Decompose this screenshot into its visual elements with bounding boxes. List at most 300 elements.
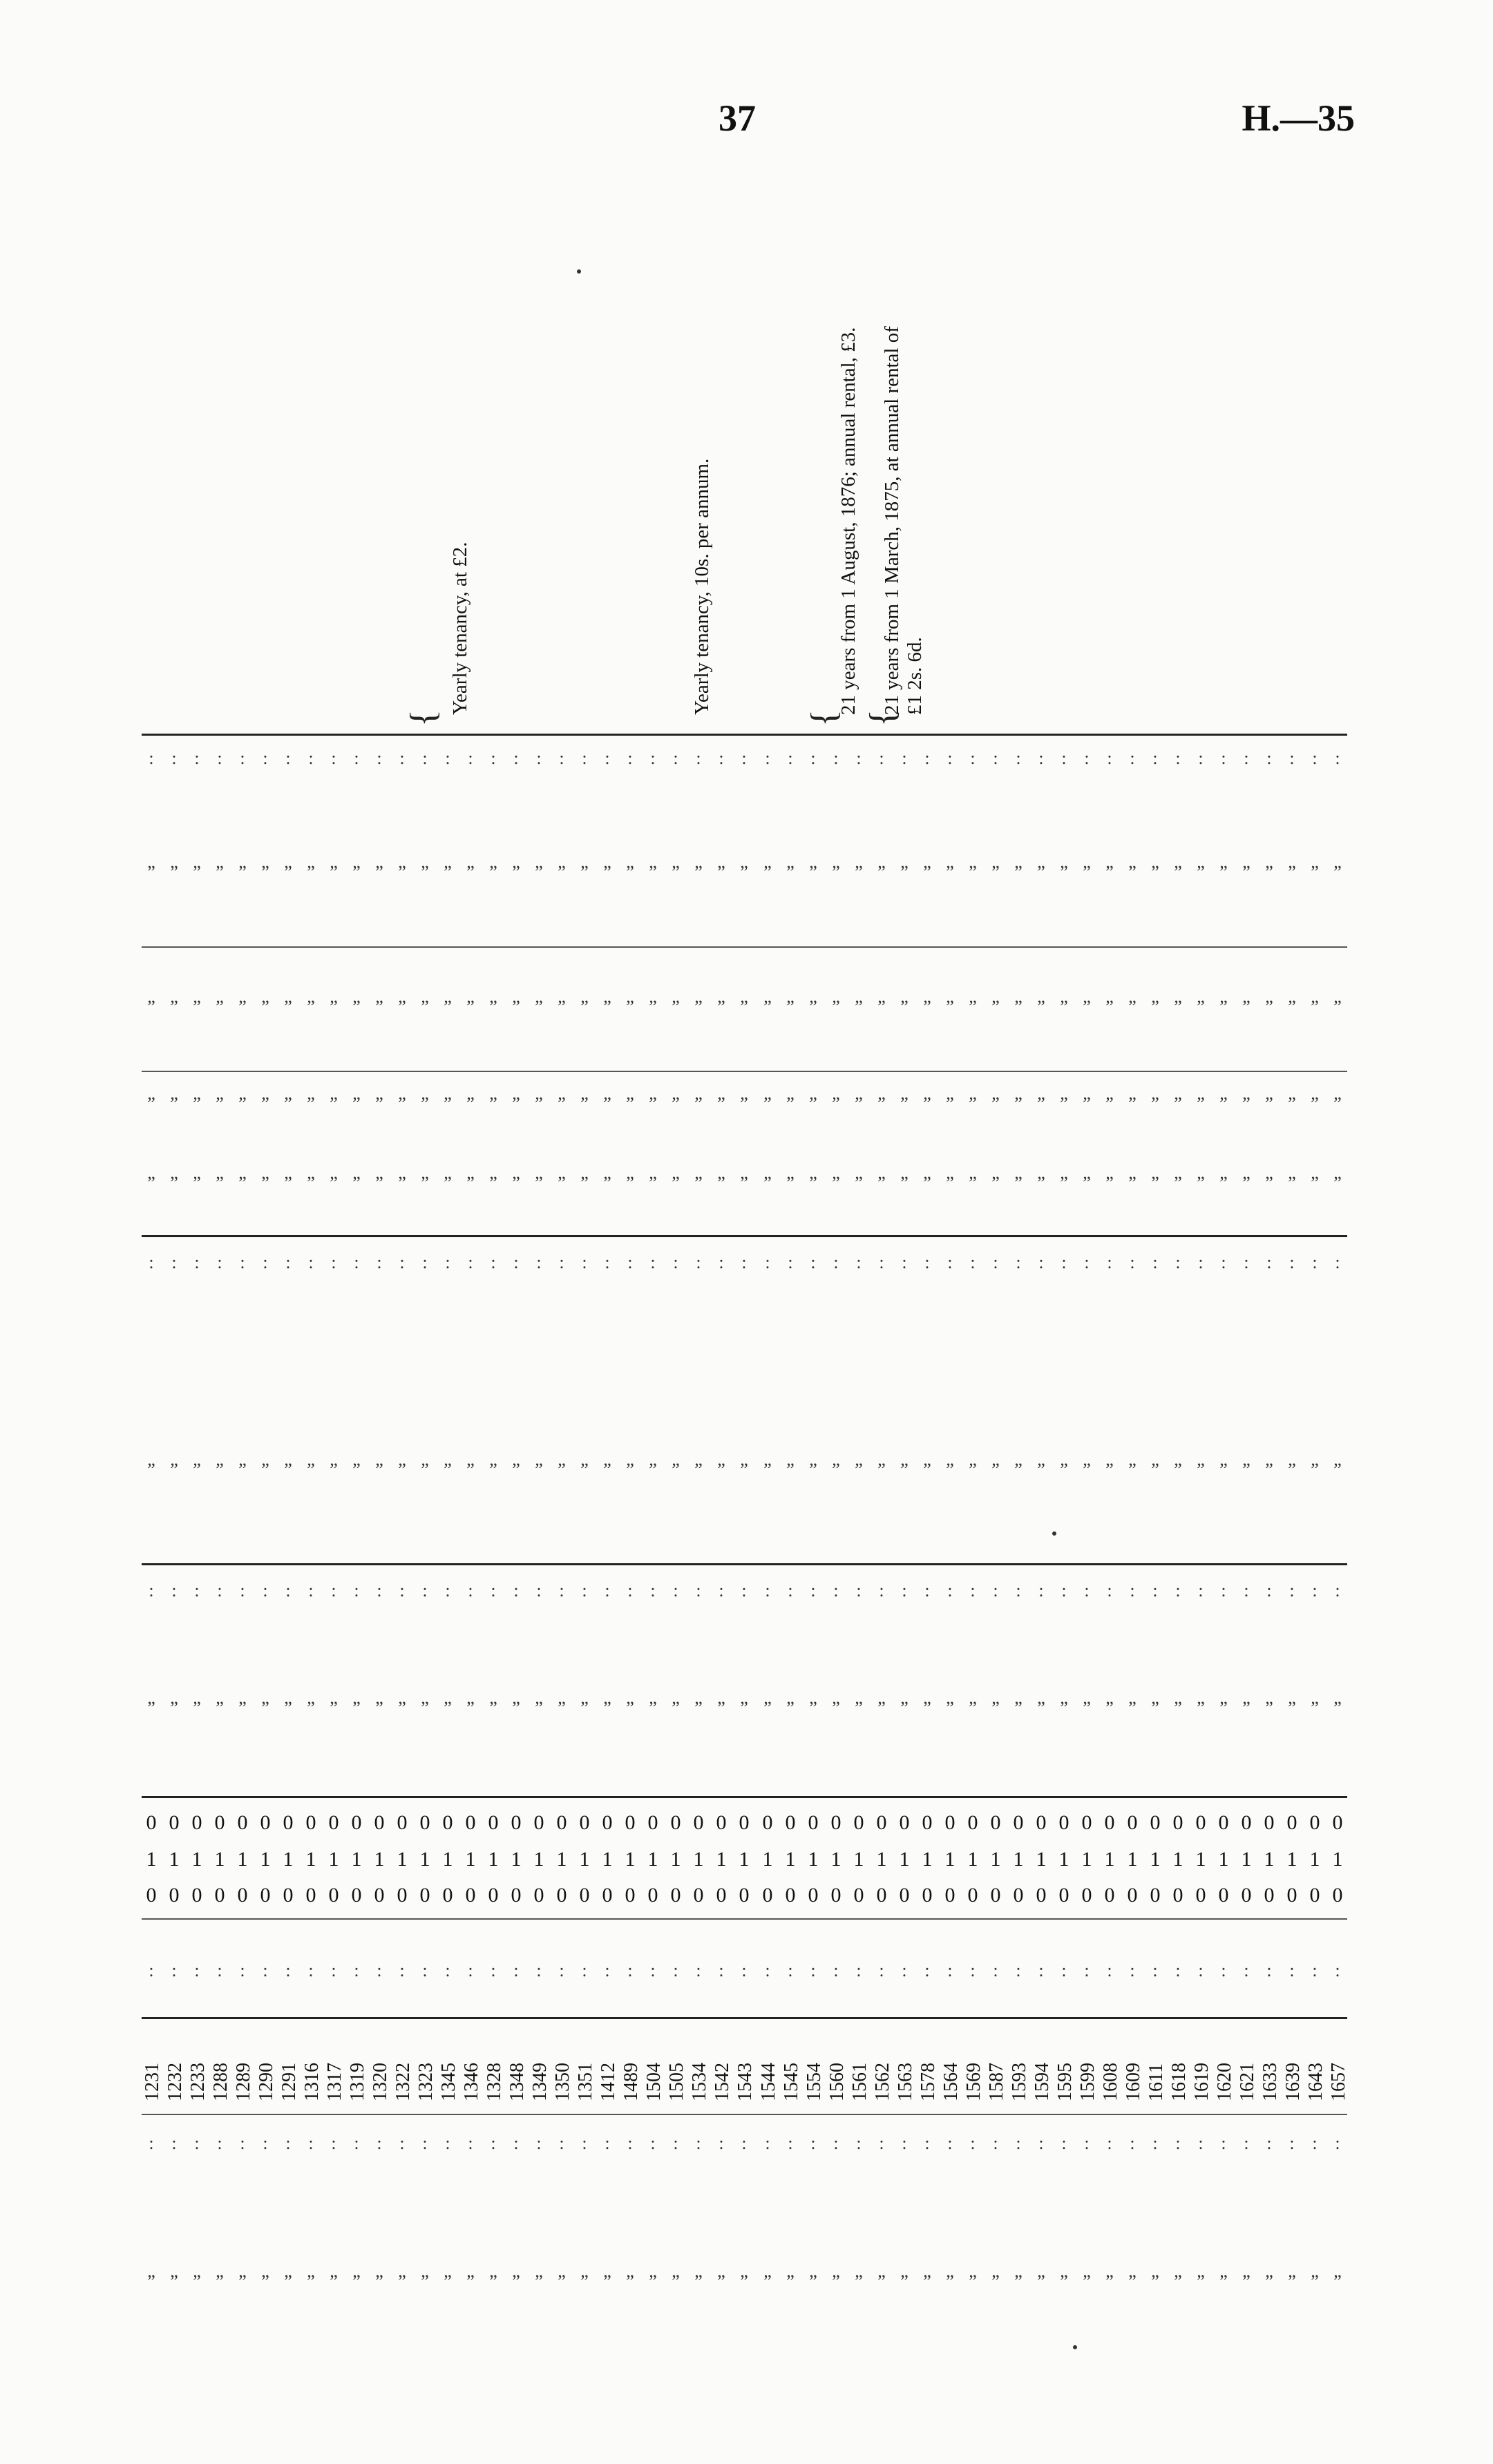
ditto-quote: ” <box>603 2271 611 2291</box>
ledger-row <box>1077 732 1099 2321</box>
ditto-quote: ” <box>1265 1698 1273 1718</box>
ditto-colon: : <box>673 1580 678 1601</box>
ditto-colon: : <box>149 1960 154 1980</box>
area-perches: 0 <box>579 1884 590 1907</box>
ditto-quote: ” <box>580 1698 589 1718</box>
lot-number: 1231 <box>142 2063 163 2101</box>
ditto-colon: : <box>1266 1960 1272 1980</box>
ditto-quote: ” <box>832 1460 840 1480</box>
ditto-quote: ” <box>740 1173 748 1193</box>
ditto-colon: : <box>149 748 154 768</box>
ditto-quote: ” <box>1105 1093 1114 1114</box>
ditto-colon: : <box>240 1252 245 1272</box>
area-acres: 0 <box>1332 1811 1343 1834</box>
ditto-colon: : <box>879 748 884 768</box>
area-roods: 1 <box>488 1848 499 1871</box>
ditto-quote: ” <box>330 2271 338 2291</box>
ditto-quote: ” <box>216 997 224 1017</box>
ditto-colon: : <box>513 1580 519 1601</box>
ditto-quote: ” <box>1311 1460 1319 1480</box>
ditto-colon: : <box>559 1580 564 1601</box>
ditto-quote: ” <box>1242 1093 1250 1114</box>
ditto-quote: ” <box>1174 1460 1182 1480</box>
ditto-quote: ” <box>717 1460 725 1480</box>
ditto-quote: ” <box>1060 2271 1068 2291</box>
ditto-colon: : <box>263 1580 268 1601</box>
ditto-quote: ” <box>1197 1173 1205 1193</box>
ditto-colon: : <box>902 748 907 768</box>
ditto-colon: : <box>1016 2133 1021 2153</box>
ditto-quote: ” <box>512 1093 520 1114</box>
ditto-colon: : <box>513 1960 519 1980</box>
ditto-quote: ” <box>809 2271 817 2291</box>
ditto-quote: ” <box>1128 1460 1137 1480</box>
lot-number: 1609 <box>1123 2063 1144 2101</box>
ditto-quote: ” <box>1151 997 1159 1017</box>
ditto-colon: : <box>582 1960 587 1980</box>
ditto-colon: : <box>1084 2133 1090 2153</box>
ditto-colon: : <box>833 2133 839 2153</box>
ditto-quote: ” <box>1242 997 1250 1017</box>
ditto-quote: ” <box>216 1460 224 1480</box>
ditto-colon: : <box>902 1960 907 1980</box>
area-roods: 1 <box>853 1848 864 1871</box>
ditto-quote: ” <box>672 1698 680 1718</box>
ditto-colon: : <box>1175 2133 1181 2153</box>
lot-number: 1317 <box>324 2063 345 2101</box>
ditto-quote: ” <box>238 1173 247 1193</box>
ledger-row <box>895 732 914 2321</box>
ditto-colon: : <box>1312 748 1318 768</box>
ditto-quote: ” <box>1333 1460 1342 1480</box>
ditto-quote: ” <box>1219 1698 1228 1718</box>
ditto-quote: ” <box>1174 1173 1182 1193</box>
ditto-quote: ” <box>512 1173 520 1193</box>
ditto-colon: : <box>947 2133 953 2153</box>
ditto-quote: ” <box>1288 1698 1296 1718</box>
area-perches: 0 <box>990 1884 1001 1907</box>
ditto-colon: : <box>582 2133 587 2153</box>
area-acres: 0 <box>351 1811 362 1834</box>
area-perches: 0 <box>1332 1884 1343 1907</box>
ditto-colon: : <box>1244 1580 1249 1601</box>
ditto-colon: : <box>536 1960 542 1980</box>
ditto-quote: ” <box>1311 862 1319 882</box>
ledger-row <box>278 732 298 2321</box>
area-roods: 1 <box>1332 1848 1343 1871</box>
ditto-colon: : <box>1016 1960 1021 1980</box>
ditto-colon: : <box>263 1252 268 1272</box>
area-acres: 0 <box>1309 1811 1320 1834</box>
area-perches: 0 <box>1286 1884 1297 1907</box>
ledger-row <box>1305 732 1324 2321</box>
lot-number: 1412 <box>598 2063 619 2101</box>
area-acres: 0 <box>785 1811 796 1834</box>
ditto-quote: ” <box>900 1698 909 1718</box>
ditto-quote: ” <box>877 1698 886 1718</box>
ditto-colon: : <box>217 748 222 768</box>
area-roods: 1 <box>922 1848 933 1871</box>
ditto-quote: ” <box>193 1093 201 1114</box>
ledger-row <box>826 732 846 2321</box>
ledger-row <box>210 732 229 2321</box>
ditto-colon: : <box>354 1252 359 1272</box>
area-roods: 1 <box>1264 1848 1275 1871</box>
ledger-row <box>529 732 549 2321</box>
lot-number: 1621 <box>1237 2063 1258 2101</box>
area-acres: 0 <box>1127 1811 1138 1834</box>
ditto-colon: : <box>399 1252 405 1272</box>
ditto-quote: ” <box>1060 1173 1068 1193</box>
area-perches: 0 <box>1013 1884 1024 1907</box>
ditto-colon: : <box>1175 1252 1181 1272</box>
ledger-row <box>598 732 617 2321</box>
ditto-colon: : <box>1016 748 1021 768</box>
ditto-colon: : <box>536 748 542 768</box>
area-perches: 0 <box>191 1884 202 1907</box>
ditto-quote: ” <box>421 862 429 882</box>
ditto-colon: : <box>1084 1252 1090 1272</box>
area-roods: 1 <box>1195 1848 1206 1871</box>
ditto-quote: ” <box>147 1698 155 1718</box>
ditto-quote: ” <box>238 1460 247 1480</box>
ditto-colon: : <box>582 1580 587 1601</box>
ditto-quote: ” <box>558 1698 566 1718</box>
ditto-quote: ” <box>740 862 748 882</box>
ditto-colon: : <box>1061 748 1067 768</box>
ditto-colon: : <box>1221 2133 1226 2153</box>
lot-number: 1564 <box>940 2063 962 2101</box>
ditto-colon: : <box>559 1252 564 1272</box>
area-acres: 0 <box>374 1811 385 1834</box>
area-perches: 0 <box>785 1884 796 1907</box>
ditto-quote: ” <box>1083 1698 1091 1718</box>
area-roods: 1 <box>1081 1848 1092 1871</box>
ditto-quote: ” <box>786 1698 795 1718</box>
ditto-quote: ” <box>1333 1698 1342 1718</box>
area-roods: 1 <box>351 1848 362 1871</box>
area-perches: 0 <box>1264 1884 1275 1907</box>
ditto-colon: : <box>1107 2133 1112 2153</box>
ditto-quote: ” <box>877 862 886 882</box>
ditto-colon: : <box>993 748 998 768</box>
ditto-colon: : <box>902 1252 907 1272</box>
ditto-colon: : <box>1084 748 1090 768</box>
ditto-colon: : <box>445 748 450 768</box>
ditto-colon: : <box>263 748 268 768</box>
lot-number: 1639 <box>1282 2063 1304 2101</box>
area-perches: 0 <box>237 1884 248 1907</box>
ditto-colon: : <box>582 748 587 768</box>
area-roods: 1 <box>146 1848 157 1871</box>
area-acres: 0 <box>693 1811 704 1834</box>
ditto-colon: : <box>308 2133 314 2153</box>
series-code: H.—35 <box>1242 97 1355 139</box>
area-acres: 0 <box>1058 1811 1069 1834</box>
ditto-quote: ” <box>261 1173 269 1193</box>
ditto-colon: : <box>491 748 496 768</box>
ditto-colon: : <box>1038 1960 1044 1980</box>
ledger-row <box>1054 732 1074 2321</box>
ditto-quote: ” <box>1311 1698 1319 1718</box>
ditto-quote: ” <box>763 1460 772 1480</box>
ditto-quote: ” <box>1037 862 1045 882</box>
ledger-row <box>734 732 754 2321</box>
area-perches: 0 <box>1081 1884 1092 1907</box>
ditto-quote: ” <box>261 2271 269 2291</box>
ditto-colon: : <box>263 2133 268 2153</box>
ditto-colon: : <box>194 1252 200 1272</box>
ditto-quote: ” <box>193 997 201 1017</box>
lot-number: 1561 <box>849 2063 871 2101</box>
lot-number: 1289 <box>233 2063 254 2101</box>
ditto-colon: : <box>993 1252 998 1272</box>
lot-number: 1489 <box>620 2063 642 2101</box>
area-perches: 0 <box>374 1884 385 1907</box>
ditto-quote: ” <box>809 862 817 882</box>
ditto-quote: ” <box>284 997 292 1017</box>
ditto-quote: ” <box>1288 1173 1296 1193</box>
ditto-colon: : <box>285 1580 291 1601</box>
ditto-quote: ” <box>603 862 611 882</box>
area-perches: 0 <box>260 1884 271 1907</box>
ditto-colon: : <box>308 1960 314 1980</box>
ditto-quote: ” <box>1265 1093 1273 1114</box>
ditto-colon: : <box>149 2133 154 2153</box>
ditto-quote: ” <box>1037 1093 1045 1114</box>
area-perches: 0 <box>808 1884 819 1907</box>
ditto-quote: ” <box>375 2271 383 2291</box>
ditto-quote: ” <box>466 862 475 882</box>
ditto-quote: ” <box>672 862 680 882</box>
area-acres: 0 <box>533 1811 544 1834</box>
ditto-quote: ” <box>398 997 406 1017</box>
ditto-colon: : <box>194 2133 200 2153</box>
ditto-quote: ” <box>489 1698 497 1718</box>
ledger-row <box>301 732 321 2321</box>
ditto-quote: ” <box>375 997 383 1017</box>
ditto-colon: : <box>377 2133 382 2153</box>
ditto-colon: : <box>194 1580 200 1601</box>
ditto-colon: : <box>559 1960 564 1980</box>
ditto-quote: ” <box>238 2271 247 2291</box>
lot-number: 1291 <box>278 2063 300 2101</box>
ditto-quote: ” <box>147 997 155 1017</box>
area-roods: 1 <box>1013 1848 1024 1871</box>
ditto-quote: ” <box>466 1460 475 1480</box>
area-acres: 0 <box>1195 1811 1206 1834</box>
ledger-row <box>484 732 503 2321</box>
ditto-colon: : <box>285 2133 291 2153</box>
ditto-quote: ” <box>489 1460 497 1480</box>
ledger-row <box>849 732 871 2321</box>
ditto-quote: ” <box>330 1460 338 1480</box>
area-acres: 0 <box>899 1811 910 1834</box>
ditto-quote: ” <box>466 1698 475 1718</box>
ditto-quote: ” <box>352 997 361 1017</box>
ditto-quote: ” <box>1014 1093 1023 1114</box>
ditto-quote: ” <box>1174 2271 1182 2291</box>
ditto-quote: ” <box>923 1460 931 1480</box>
area-perches: 0 <box>762 1884 773 1907</box>
ditto-colon: : <box>1266 748 1272 768</box>
ditto-quote: ” <box>398 862 406 882</box>
ditto-colon: : <box>354 2133 359 2153</box>
ditto-quote: ” <box>352 2271 361 2291</box>
ditto-quote: ” <box>398 1698 406 1718</box>
ditto-colon: : <box>1221 1960 1226 1980</box>
ditto-colon: : <box>993 1580 998 1601</box>
ditto-quote: ” <box>193 2271 201 2291</box>
ditto-colon: : <box>765 1580 770 1601</box>
area-roods: 1 <box>305 1848 316 1871</box>
ditto-quote: ” <box>763 862 772 882</box>
ditto-quote: ” <box>216 862 224 882</box>
area-roods: 1 <box>465 1848 476 1871</box>
ditto-quote: ” <box>261 997 269 1017</box>
ledger-row <box>142 732 161 2321</box>
ditto-quote: ” <box>444 1173 452 1193</box>
ditto-colon: : <box>970 2133 976 2153</box>
ditto-quote: ” <box>626 1460 634 1480</box>
ditto-colon: : <box>673 748 678 768</box>
ditto-colon: : <box>788 748 793 768</box>
ditto-quote: ” <box>694 1173 703 1193</box>
ditto-quote: ” <box>512 1460 520 1480</box>
ditto-quote: ” <box>330 997 338 1017</box>
ditto-colon: : <box>1038 748 1044 768</box>
area-acres: 0 <box>283 1811 294 1834</box>
ditto-colon: : <box>833 1252 839 1272</box>
ditto-quote: ” <box>1037 1698 1045 1718</box>
ditto-quote: ” <box>307 1698 315 1718</box>
ditto-colon: : <box>993 1960 998 1980</box>
lot-number: 1316 <box>301 2063 323 2101</box>
ditto-quote: ” <box>1083 862 1091 882</box>
area-perches: 0 <box>899 1884 910 1907</box>
ditto-quote: ” <box>946 862 954 882</box>
ditto-quote: ” <box>1288 1460 1296 1480</box>
ditto-colon: : <box>1107 748 1112 768</box>
area-roods: 1 <box>647 1848 658 1871</box>
ditto-quote: ” <box>900 862 909 882</box>
ditto-quote: ” <box>558 997 566 1017</box>
area-roods: 1 <box>328 1848 339 1871</box>
ledger-row <box>370 732 389 2321</box>
ditto-quote: ” <box>330 1173 338 1193</box>
ditto-colon: : <box>924 2133 930 2153</box>
ditto-colon: : <box>354 1580 359 1601</box>
ditto-colon: : <box>1061 1580 1067 1601</box>
ditto-quote: ” <box>1060 1698 1068 1718</box>
ditto-quote: ” <box>763 1698 772 1718</box>
ditto-colon: : <box>1244 1252 1249 1272</box>
area-roods: 1 <box>579 1848 590 1871</box>
area-roods: 1 <box>260 1848 271 1871</box>
ditto-colon: : <box>1152 1960 1158 1980</box>
ditto-colon: : <box>924 748 930 768</box>
ditto-colon: : <box>1152 2133 1158 2153</box>
ditto-colon: : <box>1038 2133 1044 2153</box>
lot-number: 1545 <box>781 2063 802 2101</box>
area-acres: 0 <box>328 1811 339 1834</box>
ditto-quote: ” <box>466 1173 475 1193</box>
note-lease-1875-line1: 21 years from 1 March, 1875, at annual rental of <box>881 326 903 715</box>
area-roods: 1 <box>533 1848 544 1871</box>
ditto-quote: ” <box>489 997 497 1017</box>
ditto-quote: ” <box>1083 1173 1091 1193</box>
ditto-colon: : <box>1198 1252 1204 1272</box>
ditto-quote: ” <box>1265 862 1273 882</box>
lot-number: 1542 <box>712 2063 733 2101</box>
lot-number: 1505 <box>666 2063 687 2101</box>
ditto-quote: ” <box>809 997 817 1017</box>
ditto-quote: ” <box>375 862 383 882</box>
ditto-quote: ” <box>1219 997 1228 1017</box>
ditto-colon: : <box>1130 1252 1135 1272</box>
ditto-colon: : <box>719 1580 724 1601</box>
ditto-colon: : <box>285 1960 291 1980</box>
ditto-colon: : <box>833 748 839 768</box>
area-acres: 0 <box>853 1811 864 1834</box>
ditto-quote: ” <box>284 1173 292 1193</box>
ditto-quote: ” <box>535 1093 543 1114</box>
ditto-colon: : <box>650 748 656 768</box>
ditto-colon: : <box>468 1252 473 1272</box>
ditto-quote: ” <box>786 1093 795 1114</box>
area-perches: 0 <box>647 1884 658 1907</box>
ledger-row <box>1259 732 1279 2321</box>
lot-number: 1323 <box>415 2063 437 2101</box>
ditto-colon: : <box>1335 748 1340 768</box>
ditto-quote: ” <box>809 1460 817 1480</box>
area-roods: 1 <box>693 1848 704 1871</box>
ditto-colon: : <box>1175 748 1181 768</box>
area-perches: 0 <box>1241 1884 1252 1907</box>
lot-number: 1348 <box>506 2063 528 2101</box>
ditto-quote: ” <box>1311 997 1319 1017</box>
ditto-quote: ” <box>238 862 247 882</box>
ditto-quote: ” <box>969 1093 977 1114</box>
ditto-colon: : <box>788 1580 793 1601</box>
ledger-row <box>1237 732 1256 2321</box>
ditto-quote: ” <box>1219 1173 1228 1193</box>
ditto-quote: ” <box>170 997 178 1017</box>
ditto-colon: : <box>765 748 770 768</box>
ditto-colon: : <box>1061 2133 1067 2153</box>
ditto-quote: ” <box>1128 1173 1137 1193</box>
ditto-colon: : <box>765 1960 770 1980</box>
lot-number: 1578 <box>917 2063 939 2101</box>
ditto-quote: ” <box>649 1093 657 1114</box>
area-acres: 0 <box>670 1811 681 1834</box>
ditto-quote: ” <box>1333 1173 1342 1193</box>
ditto-colon: : <box>559 2133 564 2153</box>
ditto-quote: ” <box>649 1173 657 1193</box>
ditto-quote: ” <box>900 997 909 1017</box>
area-perches: 0 <box>283 1884 294 1907</box>
ditto-quote: ” <box>466 997 475 1017</box>
ditto-quote: ” <box>512 997 520 1017</box>
ditto-quote: ” <box>1265 1173 1273 1193</box>
ditto-colon: : <box>924 1960 930 1980</box>
ditto-quote: ” <box>603 1173 611 1193</box>
ditto-quote: ” <box>626 1173 634 1193</box>
area-perches: 0 <box>169 1884 180 1907</box>
ditto-quote: ” <box>672 1093 680 1114</box>
area-roods: 1 <box>739 1848 750 1871</box>
ditto-quote: ” <box>1219 1093 1228 1114</box>
